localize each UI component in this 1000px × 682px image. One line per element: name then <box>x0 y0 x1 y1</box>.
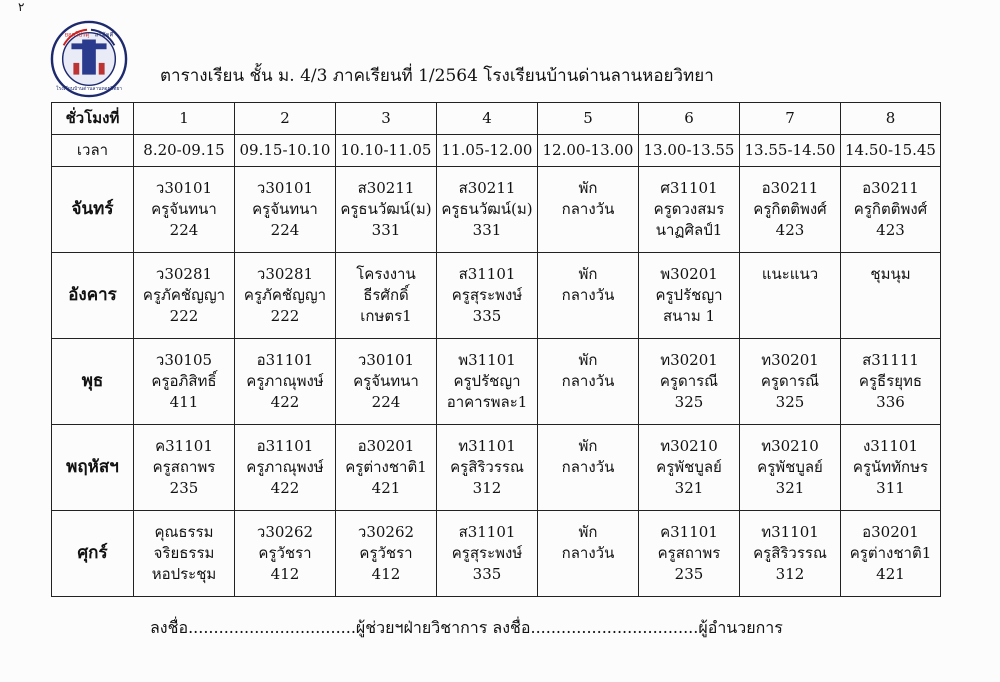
subject-code: ท30210 <box>660 436 718 455</box>
schedule-cell <box>437 167 538 253</box>
room-number: 321 <box>674 479 704 498</box>
school-logo <box>50 20 128 98</box>
schedule-cell <box>740 339 841 425</box>
teacher-name <box>740 285 840 306</box>
teacher-name: ครูพัชบูลย์ <box>656 457 722 476</box>
teacher-name: กลางวัน <box>561 371 615 390</box>
subject-code: ศ31101 <box>660 178 718 197</box>
room-number: 335 <box>472 565 502 584</box>
period-number: 1 <box>134 103 235 135</box>
time-slot: 10.10-11.05 <box>336 135 437 167</box>
teacher-name: ครูนัททักษร <box>852 457 929 476</box>
signature-line: ลงชื่อ.................................ผู้ช่วยฯฝ่ายวิชาการ ลงชื่อ.................................ผู้อำนวยการ <box>150 618 783 637</box>
period-number: 3 <box>336 103 437 135</box>
room-number: หอประชุม <box>151 565 217 584</box>
subject-code: พัก <box>578 178 598 197</box>
subject-code: อ30201 <box>357 436 415 455</box>
period-label: ชั่วโมงที่ <box>52 103 134 135</box>
subject-code: พ30201 <box>660 264 718 283</box>
teacher-name: ครูต่างชาติ1 <box>849 543 932 562</box>
schedule-cell <box>740 425 841 511</box>
period-number: 5 <box>538 103 639 135</box>
subject-code: ส31101 <box>458 264 516 283</box>
subject-code: ค31101 <box>660 522 718 541</box>
schedule-cell <box>639 339 740 425</box>
room-number: 331 <box>371 221 401 240</box>
schedule-cell <box>639 167 740 253</box>
subject-code: ชุมนุม <box>870 264 911 283</box>
schedule-cell <box>437 339 538 425</box>
schedule-cell <box>235 339 336 425</box>
teacher-name: กลางวัน <box>561 457 615 476</box>
room-number <box>740 306 840 327</box>
schedule-cell <box>336 167 437 253</box>
teacher-name: ครูกิตติพงศ์ <box>753 199 827 218</box>
day-name: จันทร์ <box>52 167 134 253</box>
day-row <box>52 253 941 339</box>
subject-code: อ30211 <box>761 178 819 197</box>
subject-code: อ30211 <box>862 178 919 197</box>
schedule-cell <box>841 339 941 425</box>
room-number: 412 <box>371 565 401 584</box>
schedule-cell <box>538 167 639 253</box>
room-number: 235 <box>674 565 704 584</box>
room-number: 311 <box>876 479 905 498</box>
schedule-cell <box>841 511 941 597</box>
subject-code: พัก <box>578 350 598 369</box>
time-slot: 14.50-15.45 <box>841 135 941 167</box>
room-number: 335 <box>472 307 502 326</box>
period-number: 2 <box>235 103 336 135</box>
subject-code: อ31101 <box>256 436 314 455</box>
room-number: เกษตร1 <box>360 307 412 326</box>
subject-code: พัก <box>578 264 598 283</box>
subject-code: ว30262 <box>256 522 314 541</box>
schedule-cell <box>437 253 538 339</box>
room-number: 336 <box>876 393 905 412</box>
room-number: 411 <box>169 393 199 412</box>
period-number: 6 <box>639 103 740 135</box>
day-name: พุธ <box>52 339 134 425</box>
day-row <box>52 339 941 425</box>
schedule-cell <box>235 253 336 339</box>
subject-code: อ31101 <box>256 350 314 369</box>
schedule-cell <box>538 511 639 597</box>
teacher-name: กลางวัน <box>561 285 615 304</box>
subject-code: พ31101 <box>458 350 516 369</box>
subject-code: พัก <box>578 522 598 541</box>
subject-code: ง31101 <box>862 436 919 455</box>
teacher-name: ครูสิริวรรณ <box>450 457 524 476</box>
logo-text-top-left: ยอดโปรดุ <box>64 32 90 39</box>
schedule-cell <box>235 167 336 253</box>
subject-code: ส31101 <box>458 522 516 541</box>
room-number: 331 <box>472 221 502 240</box>
time-slot: 09.15-10.10 <box>235 135 336 167</box>
teacher-name: ครูดารณี <box>760 371 820 390</box>
subject-code: ว30105 <box>155 350 213 369</box>
room-number: 235 <box>169 479 199 498</box>
room-number: 222 <box>169 307 199 326</box>
time-slot: 11.05-12.00 <box>437 135 538 167</box>
room-number: 422 <box>270 479 300 498</box>
teacher-name: ครูจันทนา <box>151 199 217 218</box>
room-number <box>538 392 638 413</box>
subject-code: ว30281 <box>155 264 213 283</box>
room-number: 422 <box>270 393 300 412</box>
logo-text-top-right: สามัคคี <box>94 32 114 39</box>
schedule-cell <box>841 167 941 253</box>
teacher-name: ครูวัชรา <box>359 543 413 562</box>
room-number: 224 <box>270 221 300 240</box>
teacher-name: ครูสถาพร <box>152 457 216 476</box>
schedule-cell <box>740 253 841 339</box>
day-name: พฤหัสฯ <box>52 425 134 511</box>
time-slot: 13.00-13.55 <box>639 135 740 167</box>
period-header-row <box>52 103 941 135</box>
time-slot: 12.00-13.00 <box>538 135 639 167</box>
day-row <box>52 167 941 253</box>
schedule-cell <box>639 511 740 597</box>
subject-code: ท31101 <box>761 522 819 541</box>
schedule-cell <box>134 167 235 253</box>
teacher-name: ครูธนวัฒน์(ม) <box>441 199 533 218</box>
teacher-name: ครูธนวัฒน์(ม) <box>340 199 432 218</box>
subject-code: ว30101 <box>357 350 415 369</box>
subject-code: พัก <box>578 436 598 455</box>
room-number: 421 <box>371 479 401 498</box>
page-title: ตารางเรียน ชั้น ม. 4/3 ภาคเรียนที่ 1/2564 โรงเรียนบ้านด่านลานหอยวิทยา <box>160 66 714 86</box>
room-number <box>538 564 638 585</box>
time-label: เวลา <box>52 135 134 167</box>
schedule-cell <box>336 425 437 511</box>
room-number: 423 <box>775 221 805 240</box>
teacher-name: ครูสิริวรรณ <box>753 543 827 562</box>
schedule-cell <box>235 425 336 511</box>
room-number: 423 <box>876 221 905 240</box>
subject-code: ท31101 <box>458 436 516 455</box>
schedule-cell <box>740 511 841 597</box>
room-number: 224 <box>169 221 199 240</box>
subject-code: ท30210 <box>761 436 819 455</box>
teacher-name: ครูภัคชัญญา <box>243 285 327 304</box>
period-number: 8 <box>841 103 941 135</box>
teacher-name: ครูกิตติพงศ์ <box>853 199 928 218</box>
schedule-cell <box>134 339 235 425</box>
subject-code: ท30201 <box>761 350 819 369</box>
schedule-cell <box>740 167 841 253</box>
subject-code: อ30201 <box>862 522 919 541</box>
time-header-row <box>52 135 941 167</box>
teacher-name: ครูธีรยุทธ <box>858 371 923 390</box>
room-number: 312 <box>775 565 805 584</box>
subject-code: ค31101 <box>155 436 213 455</box>
teacher-name: ครูภาณุพงษ์ <box>246 457 324 476</box>
schedule-cell <box>235 511 336 597</box>
period-number: 7 <box>740 103 841 135</box>
schedule-cell <box>538 339 639 425</box>
room-number <box>538 478 638 499</box>
schedule-cell <box>134 253 235 339</box>
room-number: สนาม 1 <box>662 307 716 326</box>
room-number: 325 <box>674 393 704 412</box>
day-row <box>52 425 941 511</box>
room-number <box>538 220 638 241</box>
teacher-name: ครูสุระพงษ์ <box>451 285 523 304</box>
teacher-name: ครูปรัชญา <box>453 371 521 390</box>
period-number: 4 <box>437 103 538 135</box>
teacher-name: ครูสุระพงษ์ <box>451 543 523 562</box>
subject-code: ท30201 <box>660 350 718 369</box>
teacher-name: ครูต่างชาติ1 <box>345 457 427 476</box>
schedule-cell <box>336 511 437 597</box>
logo-text-bottom: โรงเรียนบ้านด่านลานหอยวิทยา <box>56 86 122 93</box>
schedule-cell <box>437 425 538 511</box>
room-number: นาฏศิลป์1 <box>655 221 723 240</box>
teacher-name: ครูสถาพร <box>657 543 721 562</box>
room-number: 421 <box>876 565 905 584</box>
teacher-name: ครูภัคชัญญา <box>142 285 226 304</box>
teacher-name: ครูภาณุพงษ์ <box>246 371 324 390</box>
teacher-name: ครูจันทนา <box>353 371 419 390</box>
schedule-cell <box>841 425 941 511</box>
subject-code: ว30101 <box>155 178 213 197</box>
room-number: 321 <box>775 479 805 498</box>
subject-code: คุณธรรม <box>154 522 214 541</box>
schedule-cell <box>639 425 740 511</box>
room-number: 312 <box>472 479 502 498</box>
subject-code: ส30211 <box>458 178 516 197</box>
teacher-name: ครูวัชรา <box>258 543 312 562</box>
corner-mark: ٢ <box>18 0 25 14</box>
teacher-name: ครูดวงสมร <box>653 199 725 218</box>
teacher-name: ธีรศักดิ์ <box>363 285 409 304</box>
schedule-cell <box>841 253 941 339</box>
room-number: 325 <box>775 393 805 412</box>
room-number <box>841 306 940 327</box>
room-number: อาคารพละ1 <box>446 393 528 412</box>
time-slot: 13.55-14.50 <box>740 135 841 167</box>
room-number: 222 <box>270 307 300 326</box>
subject-code: ว30101 <box>256 178 314 197</box>
room-number: 224 <box>371 393 401 412</box>
schedule-cell <box>134 425 235 511</box>
schedule-cell <box>336 339 437 425</box>
day-name: ศุกร์ <box>52 511 134 597</box>
day-row <box>52 511 941 597</box>
schedule-cell <box>437 511 538 597</box>
subject-code: ส31111 <box>862 350 919 369</box>
schedule-cell <box>336 253 437 339</box>
schedule-cell <box>538 253 639 339</box>
teacher-name: ครูปรัชญา <box>655 285 723 304</box>
schedule-cell <box>134 511 235 597</box>
subject-code: แนะแนว <box>761 264 819 283</box>
teacher-name: ครูอภิสิทธิ์ <box>151 371 217 390</box>
room-number <box>538 306 638 327</box>
teacher-name: ครูพัชบูลย์ <box>757 457 823 476</box>
timetable <box>51 102 941 597</box>
subject-code: โครงงาน <box>356 264 416 283</box>
teacher-name: กลางวัน <box>561 543 615 562</box>
teacher-name <box>841 285 940 306</box>
teacher-name: ครูจันทนา <box>252 199 318 218</box>
teacher-name: จริยธรรม <box>153 543 215 562</box>
time-slot: 8.20-09.15 <box>134 135 235 167</box>
room-number: 412 <box>270 565 300 584</box>
day-name: อังคาร <box>52 253 134 339</box>
subject-code: ว30262 <box>357 522 415 541</box>
subject-code: ส30211 <box>357 178 415 197</box>
teacher-name: กลางวัน <box>561 199 615 218</box>
subject-code: ว30281 <box>256 264 314 283</box>
schedule-cell <box>538 425 639 511</box>
teacher-name: ครูดารณี <box>659 371 719 390</box>
schedule-cell <box>639 253 740 339</box>
